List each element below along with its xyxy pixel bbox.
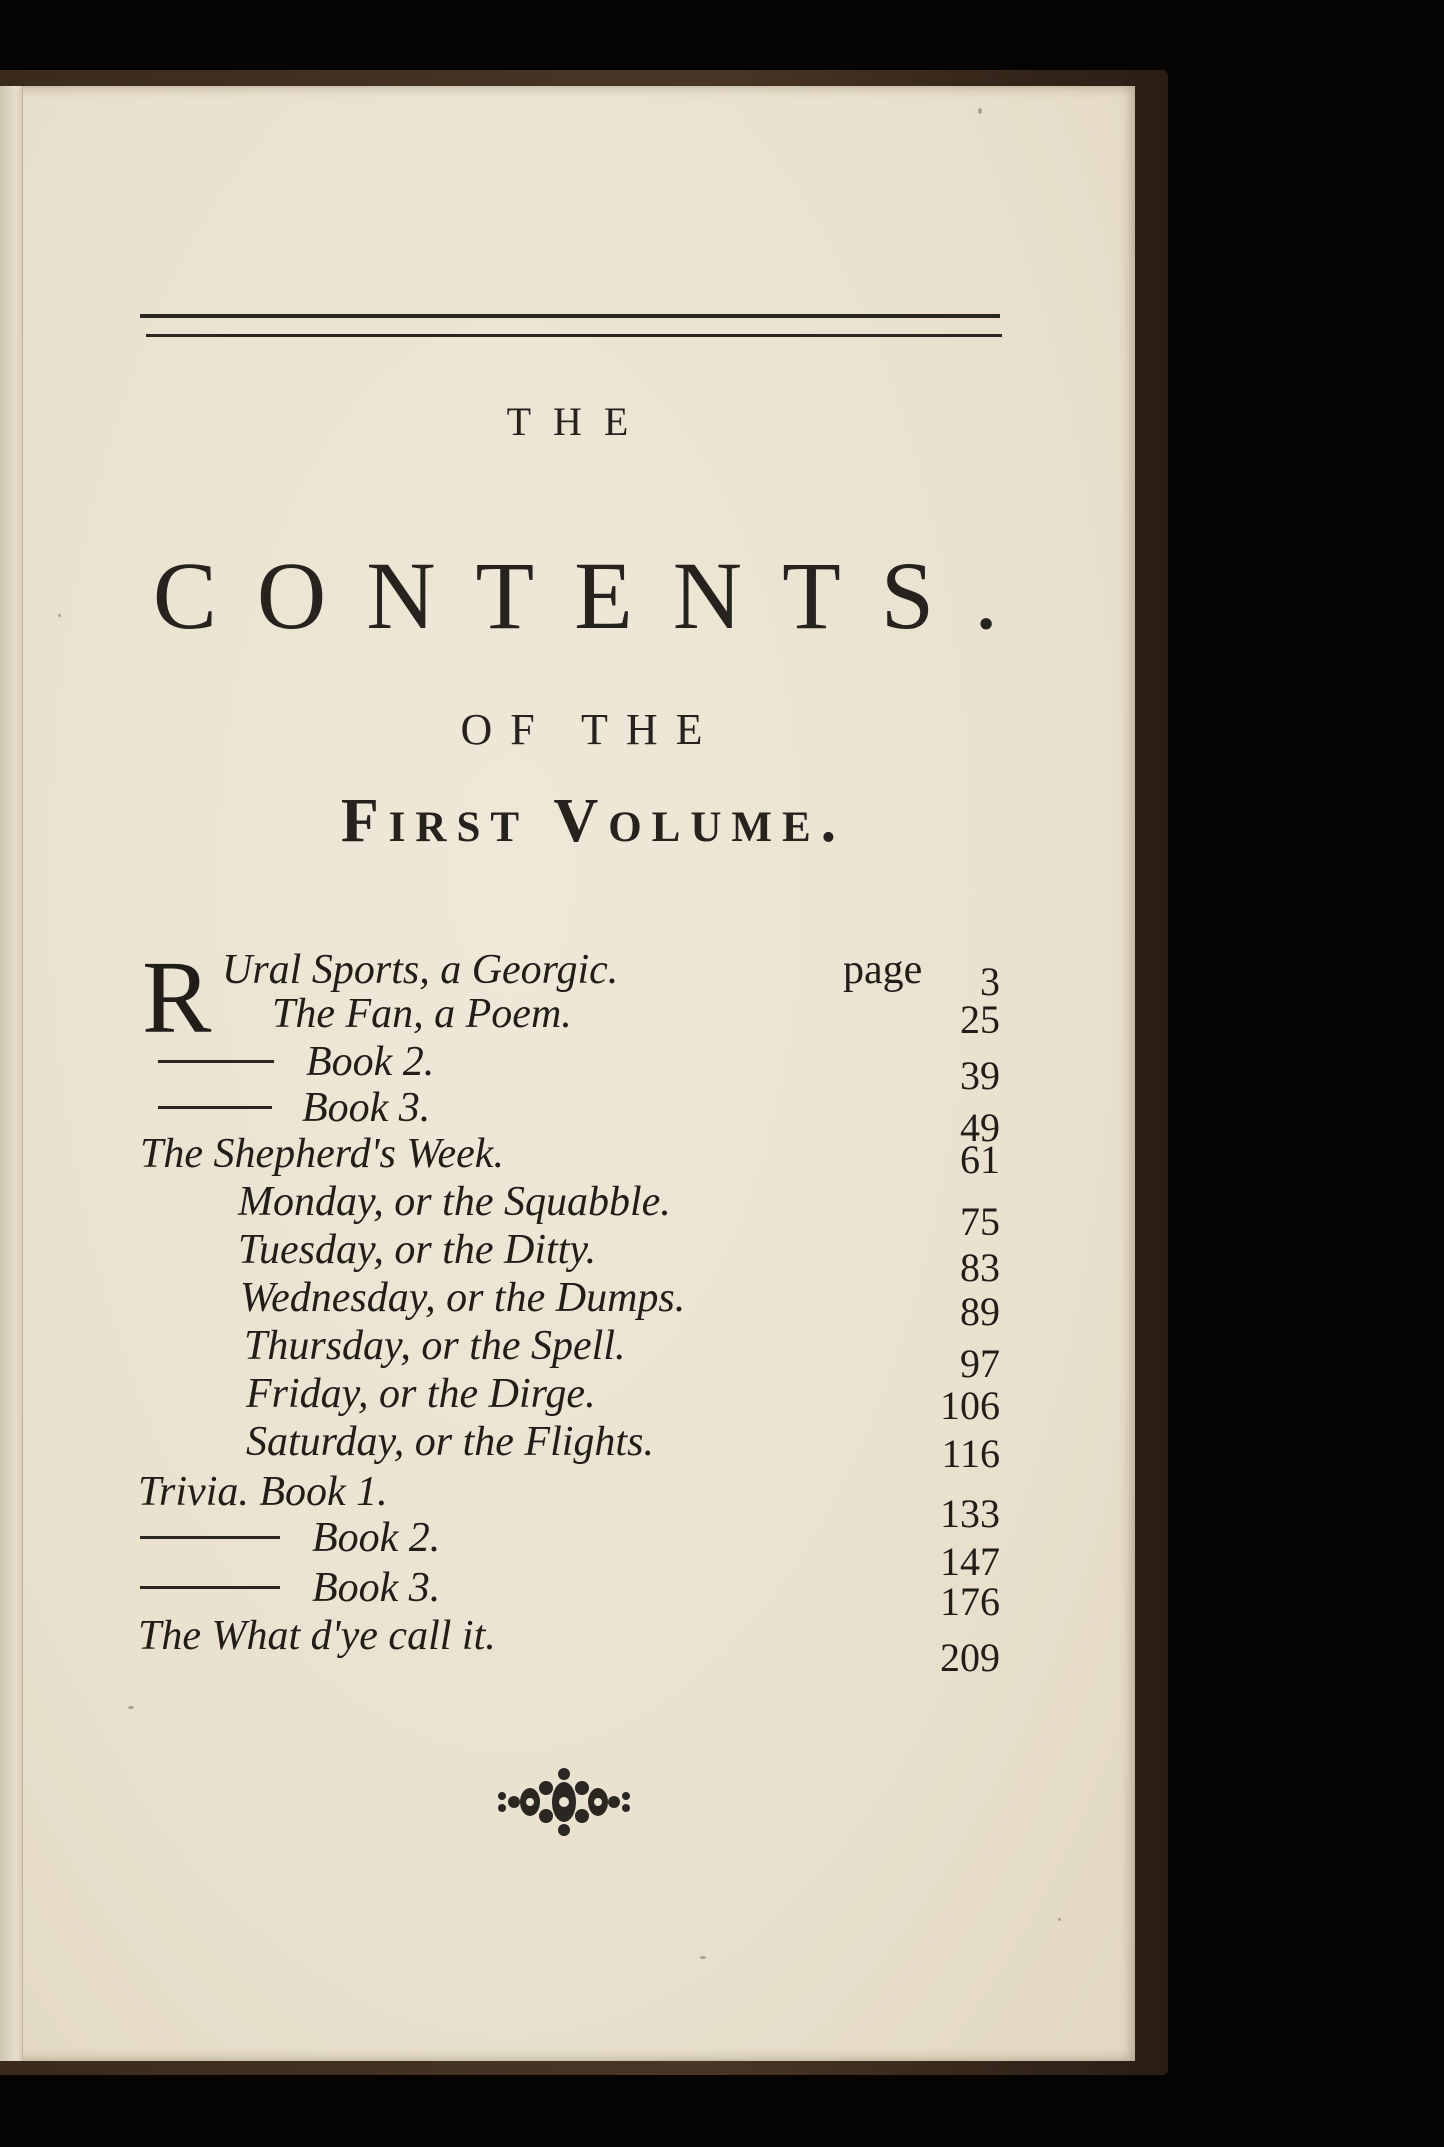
toc-entry-page: 176 [940, 1579, 1000, 1624]
page-label: page [843, 947, 923, 993]
toc-entry-page: 25 [960, 997, 1000, 1042]
toc-entry-title: Saturday, or the Flights. [246, 1419, 654, 1465]
toc-row [0, 1418, 1135, 1476]
toc-row [0, 1612, 1135, 1680]
drop-cap-letter: R [142, 940, 212, 1055]
toc-row [0, 1274, 1135, 1334]
toc-entry-title: The Fan, a Poem. [272, 991, 572, 1037]
toc-entry-page: 147 [940, 1539, 1000, 1584]
toc-entry-page: 97 [960, 1341, 1000, 1386]
toc-entry-title: Friday, or the Dirge. [246, 1371, 596, 1417]
toc-entry-title: Monday, or the Squabble. [238, 1179, 671, 1225]
toc-row [0, 1468, 1135, 1536]
toc-row [0, 946, 1135, 1004]
toc-entry-title: Ural Sports, a Georgic. [222, 947, 619, 993]
toc-entry-page: 61 [960, 1137, 1000, 1182]
toc-row [0, 1564, 1135, 1624]
toc-entry-title: Thursday, or the Spell. [244, 1323, 626, 1369]
toc-entry-page: 49 [960, 1105, 1000, 1150]
heading-the: THE [506, 399, 651, 444]
toc-entry-title: Wednesday, or the Dumps. [240, 1275, 686, 1321]
toc-entry-title: Book 3. [302, 1085, 431, 1131]
toc-entry-page: 75 [960, 1199, 1000, 1244]
heading-of-the: OF THE [460, 705, 721, 754]
ditto-dash [140, 1536, 280, 1539]
ditto-dash [158, 1106, 272, 1109]
toc-entry-page: 106 [940, 1383, 1000, 1428]
toc-entry-title: Trivia. Book 1. [138, 1469, 388, 1515]
toc-entry-page: 133 [940, 1491, 1000, 1536]
toc-entry-page: 39 [960, 1053, 1000, 1098]
toc-row [0, 1514, 1135, 1584]
toc-entry-title: The Shepherd's Week. [140, 1131, 504, 1177]
toc-row [0, 1178, 1135, 1244]
toc-entry-page: 3 [980, 959, 1000, 1004]
toc-entry-page: 209 [940, 1635, 1000, 1680]
toc-entry-page: 116 [941, 1431, 1000, 1476]
ditto-dash [140, 1586, 280, 1589]
toc-row [0, 1370, 1135, 1428]
toc-row [0, 1226, 1135, 1290]
toc-row [0, 1130, 1135, 1182]
toc-entry-page: 83 [960, 1245, 1000, 1290]
toc-row [0, 1322, 1135, 1386]
top-rule-thin [146, 334, 1002, 337]
toc-row [0, 990, 1135, 1042]
toc-row [0, 1038, 1135, 1098]
heading-contents: CONTENTS. [152, 542, 1039, 649]
book-page [0, 86, 1135, 2061]
table-of-contents [0, 940, 1135, 1706]
toc-entry-title: Book 2. [312, 1515, 441, 1561]
top-rule-thick [140, 314, 1000, 318]
toc-entry-title: Tuesday, or the Ditty. [238, 1227, 597, 1273]
heading-first-volume: First Volume. [340, 787, 847, 855]
ditto-dash [158, 1060, 274, 1063]
toc-row [0, 1084, 1135, 1150]
fleuron-ornament-icon [494, 1766, 634, 1838]
toc-entry-page: 89 [960, 1289, 1000, 1334]
toc-entry-title: Book 3. [312, 1565, 441, 1611]
toc-entry-title: Book 2. [306, 1039, 435, 1085]
toc-entry-title: The What d'ye call it. [138, 1613, 496, 1659]
